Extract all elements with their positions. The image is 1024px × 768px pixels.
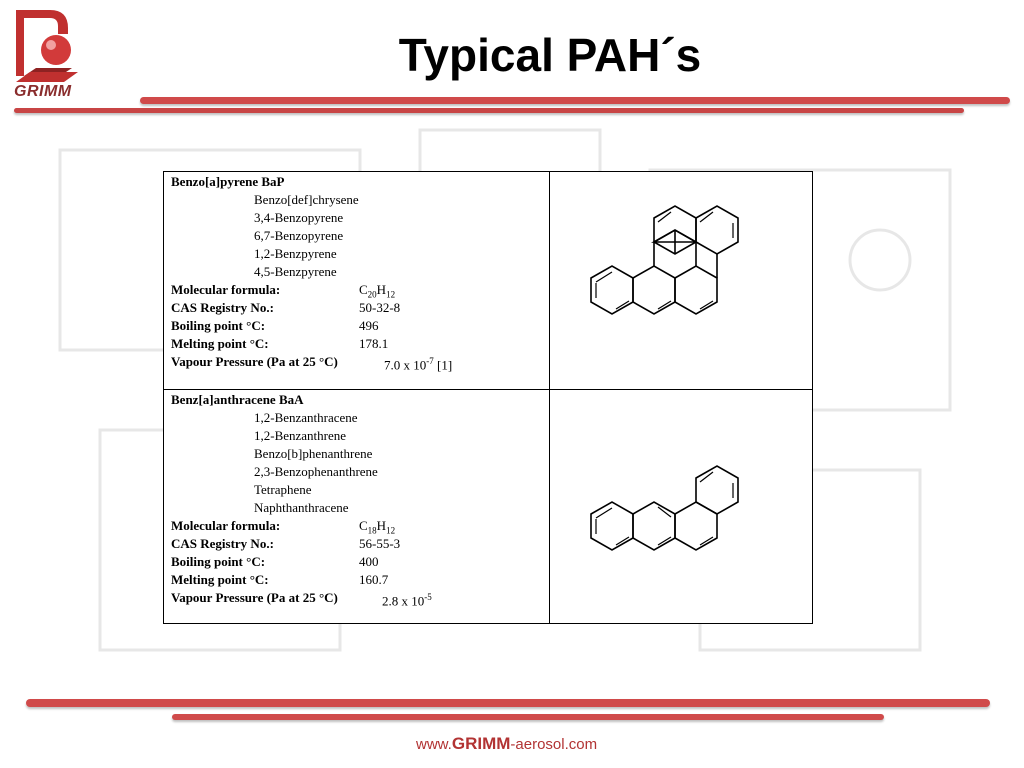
structure-cell xyxy=(550,172,812,389)
benz-a-anthracene-structure xyxy=(550,390,812,623)
property-label: Melting point °C: xyxy=(171,336,269,351)
property-label: Boiling point °C: xyxy=(171,318,266,333)
compound-name: Benz[a]anthracene BaA xyxy=(171,392,304,407)
property-label: CAS Registry No.: xyxy=(171,300,274,315)
synonym: 1,2-Benzanthrene xyxy=(254,428,347,443)
pah-table xyxy=(163,171,813,624)
compound-name: Benzo[a]pyrene BaP xyxy=(171,174,285,189)
property-value: 178.1 xyxy=(359,336,389,351)
molecular-formula-value: $C_{18}H_{12}$ xyxy=(359,518,396,536)
structure-cell xyxy=(550,390,812,623)
synonym: 2,3-Benzophenanthrene xyxy=(254,464,378,479)
synonym: 1,2-Benzpyrene xyxy=(254,246,337,261)
synonym: Naphthanthracene xyxy=(254,500,349,515)
property-label: Melting point °C: xyxy=(171,572,269,587)
synonym: Benzo[b]phenanthrene xyxy=(254,446,373,461)
molecular-formula-value: $C_{20}H_{12}$ xyxy=(359,282,396,300)
header-divider-bar xyxy=(140,97,1010,104)
vapour-pressure-value: 2.8 x $10^{-5}$ xyxy=(382,592,432,609)
compound-info-cell xyxy=(164,390,550,623)
property-value: 56-55-3 xyxy=(359,536,401,551)
property-value: 400 xyxy=(359,554,379,569)
footer-divider-bar-short xyxy=(172,714,884,720)
footer-url[interactable]: www.GRIMM-aerosol.com xyxy=(416,734,598,753)
synonym: 6,7-Benzopyrene xyxy=(254,228,344,243)
synonym: Tetraphene xyxy=(254,482,312,497)
compound-info-cell xyxy=(164,172,550,389)
header-divider-bar-thin xyxy=(14,108,964,113)
footer-divider-bar xyxy=(26,699,990,707)
property-label: Vapour Pressure (Pa at 25 °C) xyxy=(171,590,338,605)
property-label: Vapour Pressure (Pa at 25 °C) xyxy=(171,354,338,369)
page-title: Typical PAH´s xyxy=(398,29,702,81)
property-label: Molecular formula: xyxy=(171,282,281,297)
property-value: 160.7 xyxy=(359,572,389,587)
synonym: 3,4-Benzopyrene xyxy=(254,210,344,225)
property-label: Boiling point °C: xyxy=(171,554,266,569)
logo-text: GRIMM xyxy=(14,83,72,100)
property-label: CAS Registry No.: xyxy=(171,536,274,551)
vapour-pressure-value: 7.0 x $10^{-7}$ [1] xyxy=(384,356,453,373)
synonym: Benzo[def]chrysene xyxy=(254,192,359,207)
synonym: 4,5-Benzpyrene xyxy=(254,264,337,279)
benzo-a-pyrene-structure xyxy=(550,172,812,389)
property-value: 496 xyxy=(359,318,379,333)
synonym: 1,2-Benzanthracene xyxy=(254,410,358,425)
table-row-bap xyxy=(164,172,812,390)
table-row-baa xyxy=(164,390,812,623)
property-value: 50-32-8 xyxy=(359,300,401,315)
property-label: Molecular formula: xyxy=(171,518,281,533)
